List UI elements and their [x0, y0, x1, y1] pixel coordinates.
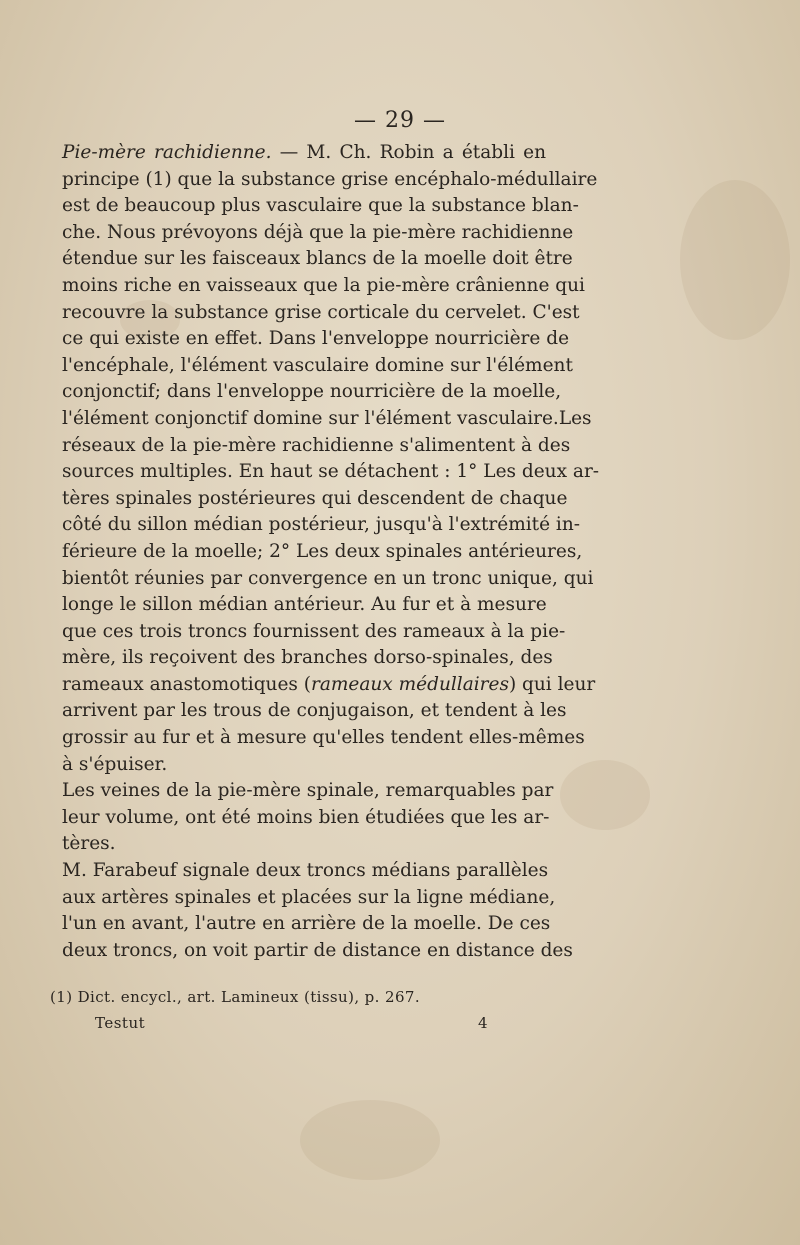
text-line: réseaux de la pie-mère rachidienne s'alimentent à des [62, 434, 571, 456]
footnote: (1) Dict. encycl., art. Lamineux (tissu), p. 267. [50, 988, 421, 1006]
signature-mark: 4 [478, 1014, 488, 1032]
text-line: est de beaucoup plus vasculaire que la substance blan- [62, 195, 579, 217]
text-line: bientôt réunies par convergence en un tronc unique, qui [62, 567, 594, 589]
text-line: l'élément conjonctif domine sur l'élément vasculaire.Les [62, 407, 592, 429]
line-text: — M. Ch. Robin a établi en [271, 142, 546, 163]
text-line: recouvre la substance grise corticale du cervelet. C'est [62, 301, 580, 323]
text-line: côté du sillon médian postérieur, jusqu'à l'extrémité in- [62, 514, 581, 536]
italic-term: rameaux médullaires [311, 673, 509, 695]
text-line: férieure de la moelle; 2° Les deux spinales antérieures, [62, 540, 583, 562]
text-line: étendue sur les faisceaux blancs de la moelle doit être [62, 248, 573, 270]
text-line: principe (1) que la substance grise encéphalo-médullaire [62, 168, 598, 190]
text-line: che. Nous prévoyons déjà que la pie-mère rachidienne [62, 221, 574, 243]
text-line: M. Farabeuf signale deux troncs médians parallèles [62, 860, 549, 882]
text-line: à s'épuiser. [62, 753, 168, 775]
body-text [38, 140, 600, 964]
text-line: arrivent par les trous de conjugaison, et tendent à les [62, 700, 567, 722]
text-line: que ces trois troncs fournissent des rameaux à la pie- [62, 620, 566, 642]
paragraph-2 [38, 778, 554, 858]
text-line: sources multiples. En haut se détachent : 1° Les deux ar- [62, 461, 600, 483]
page-number: — 29 — [354, 108, 446, 133]
text-line: l'encéphale, l'élément vasculaire domine sur l'élément [62, 354, 573, 376]
text-line: aux artères spinales et placées sur la ligne médiane, [62, 886, 556, 908]
text-line: ce qui existe en effet. Dans l'enveloppe nourricière de [62, 328, 570, 350]
text-line: conjonctif; dans l'enveloppe nourricière de la moelle, [62, 381, 562, 403]
text-line: mère, ils reçoivent des branches dorso-spinales, des [62, 647, 553, 669]
text-line: longe le sillon médian antérieur. Au fur et à mesure [62, 594, 547, 616]
printer-signature: Testut [95, 1014, 146, 1032]
text-line: tères spinales postérieures qui descendent de chaque [62, 487, 568, 509]
line-text: rameaux anastomotiques ( [62, 673, 311, 695]
text-line: moins riche en vaisseaux que la pie-mère crânienne qui [62, 274, 585, 296]
text-line: tères. [62, 833, 116, 855]
text-line: grossir au fur et à mesure qu'elles tendent elles-mêmes [62, 727, 585, 749]
text-line [38, 140, 546, 167]
paragraph-3 [38, 858, 573, 964]
line-text: ) qui leur [508, 673, 596, 695]
italic-heading: Pie-mère rachidienne. [62, 142, 272, 163]
text-line: l'un en avant, l'autre en arrière de la moelle. De ces [62, 913, 551, 935]
text-line: leur volume, ont été moins bien étudiées que les ar- [62, 806, 550, 828]
text-line: Les veines de la pie-mère spinale, remarquables par [62, 780, 554, 802]
text-line: deux troncs, on voit partir de distance en distance des [62, 939, 573, 961]
text-line [38, 672, 596, 699]
paragraph-1 [38, 140, 600, 778]
